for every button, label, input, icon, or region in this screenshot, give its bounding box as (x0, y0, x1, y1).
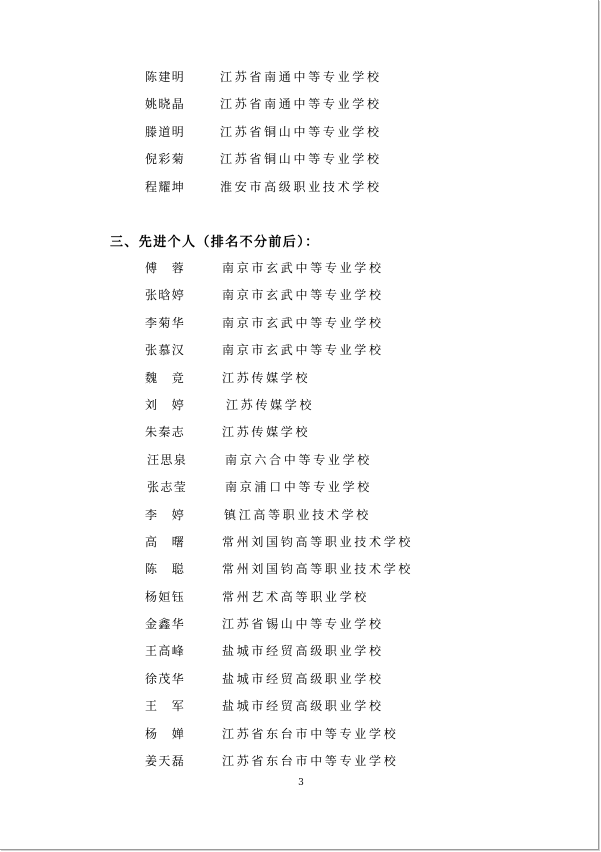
list-item (0, 174, 598, 201)
list-item (0, 282, 598, 309)
person-name: 杨 婵 (145, 726, 186, 741)
school-name: 江苏省东台市中等专业学校 (222, 754, 399, 769)
school-name: 盐城市经贸高级职业学校 (222, 671, 384, 686)
list-item (0, 721, 598, 748)
list-item (0, 611, 598, 638)
page-number: 3 (298, 778, 304, 788)
person-name: 程耀坤 (145, 179, 186, 194)
school-name: 江苏传媒学校 (226, 397, 315, 412)
list-item (0, 91, 598, 118)
school-name: 江苏省铜山中等专业学校 (220, 124, 382, 139)
person-name: 姜天磊 (145, 754, 186, 769)
list-item (0, 638, 598, 665)
school-name: 常州刘国钧高等职业技术学校 (222, 562, 414, 577)
school-name: 南京市玄武中等专业学校 (222, 288, 384, 303)
school-name: 淮安市高级职业技术学校 (220, 179, 382, 194)
person-name: 魏 竞 (145, 370, 186, 385)
school-name: 江苏省铜山中等专业学校 (220, 152, 382, 167)
school-name: 江苏传媒学校 (222, 370, 311, 385)
person-name: 傅 蓉 (145, 261, 186, 275)
person-name: 姚晓晶 (145, 97, 186, 112)
person-name: 王 军 (145, 699, 186, 714)
school-name: 南京六合中等专业学校 (225, 452, 373, 467)
school-name: 南京市玄武中等专业学校 (222, 261, 384, 275)
list-item (0, 748, 598, 775)
school-name: 常州艺术高等职业学校 (222, 589, 370, 604)
school-name: 镇江高等职业技术学校 (224, 507, 372, 522)
list-item (0, 119, 598, 146)
person-name: 高 曙 (145, 534, 186, 549)
list-item (0, 392, 598, 419)
person-name: 李菊华 (145, 315, 186, 330)
school-name: 江苏传媒学校 (222, 425, 311, 440)
person-name: 陈建明 (145, 70, 186, 84)
section-heading: 三、先进个人（排名不分前后）： (110, 235, 320, 250)
list-item (0, 556, 598, 583)
list-item (0, 447, 598, 474)
person-name: 张晗婷 (145, 288, 186, 303)
list-item (0, 584, 598, 611)
person-name: 张志莹 (147, 480, 188, 495)
school-name: 常州刘国钧高等职业技术学校 (222, 534, 414, 549)
school-name: 盐城市经贸高级职业学校 (222, 644, 384, 659)
school-name: 江苏省东台市中等专业学校 (222, 726, 399, 741)
school-name: 盐城市经贸高级职业学校 (222, 699, 384, 714)
school-name: 江苏省南通中等专业学校 (220, 97, 382, 112)
list-item (0, 666, 598, 693)
person-name: 杨姮钰 (145, 589, 186, 604)
list-item (0, 529, 598, 556)
list-item (0, 419, 598, 446)
person-name: 滕道明 (145, 124, 186, 139)
list-item (0, 337, 598, 364)
person-name: 金鑫华 (145, 617, 186, 632)
list-item (0, 64, 598, 91)
person-name: 李 婷 (145, 507, 186, 522)
list-item (0, 255, 598, 282)
list-item (0, 474, 598, 501)
list-item (0, 693, 598, 720)
continued-list (0, 64, 598, 201)
list-item (0, 502, 598, 529)
school-name: 江苏省南通中等专业学校 (220, 70, 382, 84)
school-name: 南京市玄武中等专业学校 (222, 343, 384, 358)
school-name: 江苏省锡山中等专业学校 (222, 617, 384, 632)
list-item (0, 365, 598, 392)
advanced-individuals-list (0, 255, 598, 775)
person-name: 徐茂华 (145, 671, 186, 686)
person-name: 刘 婷 (145, 397, 186, 412)
person-name: 汪思泉 (147, 452, 188, 467)
person-name: 王高峰 (145, 644, 186, 659)
school-name: 南京市玄武中等专业学校 (222, 315, 384, 330)
school-name: 南京浦口中等专业学校 (225, 480, 373, 495)
person-name: 朱秦志 (145, 425, 186, 440)
person-name: 张慕汉 (145, 343, 186, 358)
person-name: 陈 聪 (145, 562, 186, 577)
person-name: 倪彩菊 (145, 152, 186, 167)
list-item (0, 146, 598, 173)
list-item (0, 310, 598, 337)
